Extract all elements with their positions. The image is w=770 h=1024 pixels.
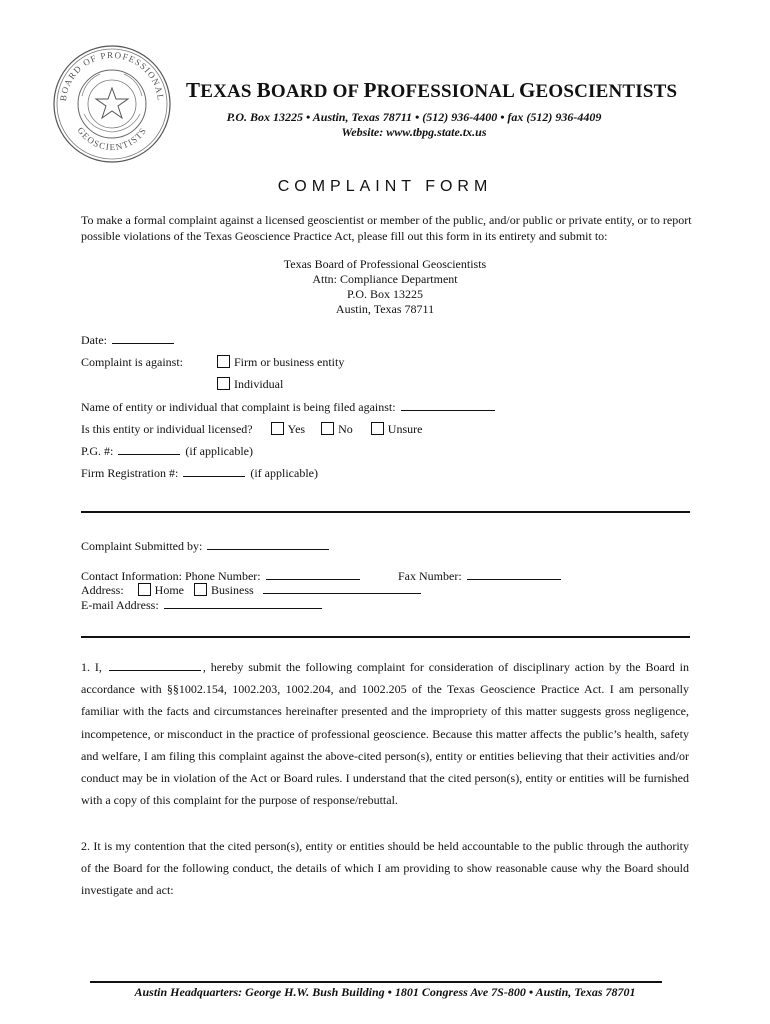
home-checkbox[interactable] (138, 583, 151, 596)
name-row (81, 400, 497, 415)
pg-field[interactable] (118, 444, 180, 455)
licensed-yes-label: Yes (287, 422, 306, 436)
footer-address: Austin Headquarters: George H.W. Bush Building • 1801 Congress Ave 7S-800 • Austin, Texas 78701 (134, 985, 636, 999)
seal-text-bottom: GEOSCIENTISTS (75, 125, 149, 153)
para1-prefix: 1. I, (81, 660, 102, 674)
address-label: Address: (81, 583, 124, 597)
date-row (81, 333, 176, 348)
licensed-unsure-checkbox[interactable] (371, 422, 384, 435)
pg-row (81, 444, 253, 459)
address-field[interactable] (263, 583, 421, 594)
licensed-unsure-label: Unsure (387, 422, 423, 436)
svg-text:BOARD OF PROFESSIONAL (58, 50, 166, 102)
individual-option (217, 377, 283, 392)
fax-label: Fax Number: (398, 569, 462, 583)
section-divider (81, 636, 690, 638)
email-row (81, 598, 324, 613)
statement-paragraph-2: 2. It is my contention that the cited person(s), entity or entities should be held accountable to the public through the authority of the Board for the following conduct, the details of which I am providing to show reasonable cause why the Board should investigate and act: (81, 839, 689, 898)
contact-info-label: Contact Information: Phone Number: (81, 569, 261, 583)
address-line: P.O. Box 13225 (346, 287, 423, 301)
para1-text: , hereby submit the following complaint for consideration of disciplinary action by the Board in accordance with §§1002.154, 1002.203, 1002.204, and 1002.205 of the Texas Geoscience Practice Act. I am personally familiar with the facts and circumstances hereinafter presented and the impropriety of this matter suggests gross negligence, incompetence, or misconduct in the practice of professional geoscience. Because this matter affects the public’s health, safety and welfare, I am filing this complaint against the above-cited person(s), entity or entities believing that their activities and/or conduct may be in violation of the Act or Board rules. I understand that the cited person(s), entity or entities will be furnished with a copy of this complaint for the purpose of response/rebuttal. (81, 660, 690, 808)
phone-field[interactable] (266, 569, 360, 580)
form-title: COMPLAINT FORM (277, 178, 493, 195)
contact-line: P.O. Box 13225 • Austin, Texas 78711 • (512) 936-4400 • fax (512) 936-4409 (226, 110, 602, 124)
against-label: Complaint is against: (81, 355, 183, 369)
individual-checkbox[interactable] (217, 377, 230, 390)
intro-text: To make a formal complaint against a licensed geoscientist or member of the public, and/or public or private entity, or to report possible violations of the Texas Geoscience Practice Act, please fill out this form in its entirety and submit to: (81, 213, 692, 243)
individual-option-label: Individual (234, 377, 284, 391)
submitted-by-field[interactable] (207, 539, 329, 550)
name-field[interactable] (401, 400, 495, 411)
firm-option-label: Firm or business entity (234, 355, 345, 369)
firm-reg-row (81, 466, 318, 481)
home-label: Home (154, 583, 184, 597)
fax-row (398, 569, 563, 584)
section-divider (81, 511, 690, 513)
firm-reg-field[interactable] (183, 466, 245, 477)
seal-text-top: BOARD OF PROFESSIONAL (58, 49, 166, 102)
address-line: Texas Board of Professional Geoscientists (283, 257, 487, 271)
svg-text:GEOSCIENTISTS (75, 125, 148, 152)
business-checkbox[interactable] (194, 583, 207, 596)
licensed-yes-checkbox[interactable] (271, 422, 284, 435)
firm-option (217, 355, 344, 370)
email-label: E-mail Address: (81, 598, 159, 612)
footer-divider (90, 981, 662, 983)
pg-label: P.G. #: (81, 444, 114, 458)
date-field[interactable] (112, 333, 174, 344)
submitted-by-row (81, 539, 331, 554)
licensed-label: Is this entity or individual licensed? (81, 422, 253, 436)
address-row (81, 583, 423, 598)
business-label: Business (211, 583, 254, 597)
mailing-address (0, 257, 770, 317)
licensed-no-label: No (338, 422, 353, 436)
phone-row (81, 569, 362, 584)
name-label: Name of entity or individual that complaint is being filed against: (81, 400, 396, 414)
fax-field[interactable] (467, 569, 561, 580)
contact-block (186, 110, 642, 140)
statement-paragraph-1 (81, 656, 689, 811)
licensed-no-checkbox[interactable] (321, 422, 334, 435)
firm-reg-if-applicable: (if applicable) (250, 466, 318, 480)
email-field[interactable] (164, 598, 322, 609)
date-label: Date: (81, 333, 107, 347)
pg-if-applicable: (if applicable) (185, 444, 253, 458)
address-line: Attn: Compliance Department (312, 272, 458, 286)
complainant-name-field[interactable] (109, 660, 201, 671)
board-seal-logo (52, 44, 172, 164)
address-line: Austin, Texas 78711 (335, 302, 435, 316)
submitted-by-label: Complaint Submitted by: (81, 539, 203, 553)
website-line: Website: www.tbpg.state.tx.us (341, 125, 487, 139)
firm-reg-label: Firm Registration #: (81, 466, 179, 480)
org-title: TEXAS BOARD OF PROFESSIONAL GEOSCIENTISTS (186, 78, 678, 102)
licensed-row (81, 422, 422, 437)
firm-checkbox[interactable] (217, 355, 230, 368)
